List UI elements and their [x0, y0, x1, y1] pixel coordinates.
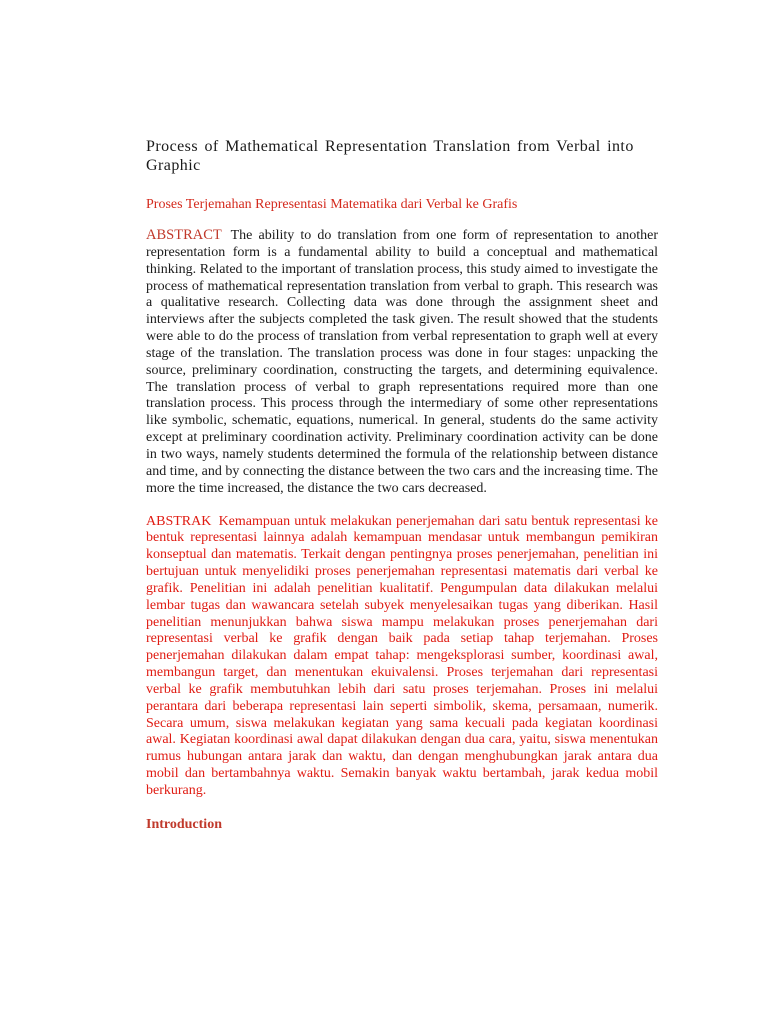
abstract-indonesian — [146, 514, 658, 800]
abstract-label: ABSTRACT — [146, 227, 222, 243]
abstract-english — [146, 227, 658, 498]
introduction-heading: Introduction — [146, 816, 222, 832]
abstract-indonesian-text: Kemampuan untuk melakukan penerjemahan dari satu bentuk representasi ke bentuk representasi lainnya adalah kemampuan mendasar untuk membangun pemikiran konseptual dan matematis. Terkait dengan pentingnya proses penerjemahan, penelitian ini bertujuan untuk menyelidiki proses penerjemahan representasi matematis dari verbal ke grafik. Penelitian ini adalah penelitian kualitatif. Pengumpulan data dilakukan melalui lembar tugas dan wawancara setelah subyek menyelesaikan tugas yang diberikan. Hasil penelitian menunjukkan bahwa siswa mampu melakukan proses penerjemahan dari representasi verbal ke grafik dengan baik pada setiap tahap terjemahan. Proses penerjemahan dilakukan dalam empat tahap: mengeksplorasi sumber, koordinasi awal, membangun target, dan menentukan ekuivalensi. Proses terjemahan dari representasi verbal ke grafik membutuhkan lebih dari satu proses terjemahan. Proses ini melalui perantara dari beberapa representasi lain seperti simbolik, skema, persamaan, numerik. Secara umum, siswa melakukan kegiatan yang sama kecuali pada kegiatan koordinasi awal. Kegiatan koordinasi awal dapat dilakukan dengan dua cara, yaitu, siswa menentukan rumus hubungan antara jarak dan waktu, dan dengan menghubungkan jarak antara dua mobil dan bertambahnya waktu. Semakin banyak waktu bertambah, jarak kedua mobil berkurang. — [146, 513, 659, 798]
paper-title: Process of Mathematical Representation Translation from Verbal into Graphic — [146, 138, 634, 174]
abstract-english-text: The ability to do translation from one form of representation to another representation form is a fundamental ability to build a conceptual and mathematical thinking. Related to the important of translation process, this study aimed to investigate the process of mathematical representation translation from verbal to graph. This research was a qualitative research. Collecting data was done through the assignment sheet and interviews after the subjects completed the task given. The result showed that the students were able to do the process of translation from verbal representation to graph well at every stage of the translation. The translation process was done in four stages: unpacking the source, preliminary coordination, constructing the targets, and determining equivalence. The translation process of verbal to graph representations required more than one translation process. This process through the intermediary of some other representations like symbolic, schematic, equations, numerical. In general, students do the same activity except at preliminary coordination activity. Preliminary coordination activity can be done in two ways, namely students determined the formula of the relationship between distance and time, and by connecting the distance between the two cars and the increasing time. The more the time increased, the distance the two cars decreased. — [146, 228, 658, 496]
paper-content — [146, 137, 658, 833]
abstrak-label: ABSTRAK — [146, 513, 212, 529]
paper-subtitle-indonesian: Proses Terjemahan Representasi Matematika dari Verbal ke Grafis — [146, 197, 518, 212]
